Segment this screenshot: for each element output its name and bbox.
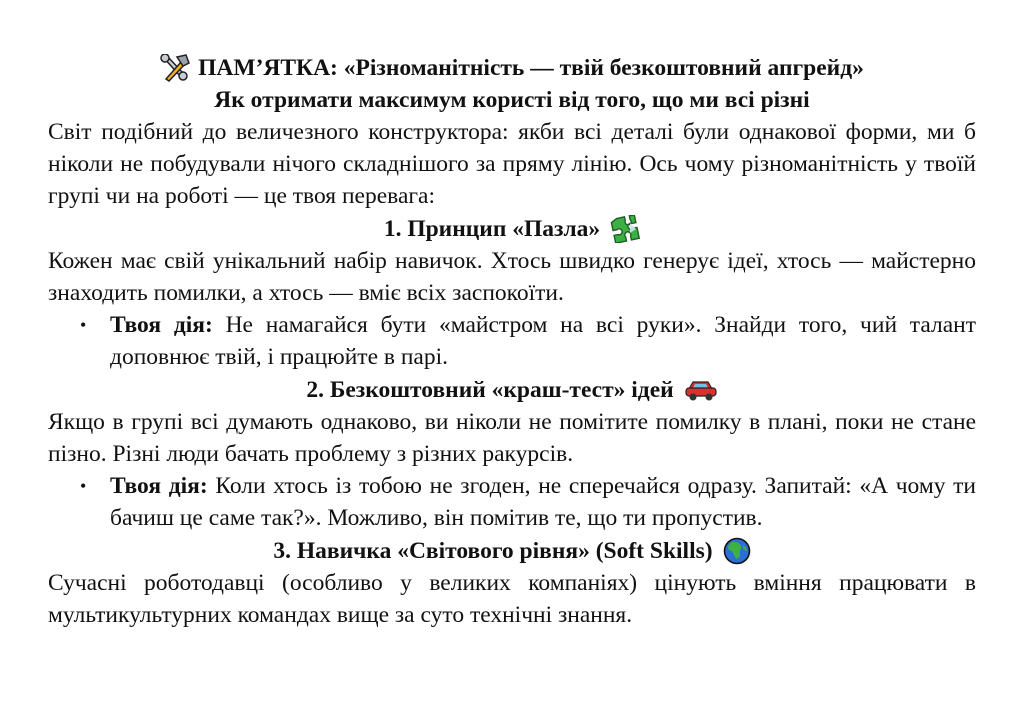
action-label: Твоя дія: (110, 473, 208, 499)
action-item (80, 470, 976, 534)
section-body: Сучасні роботодавці (особливо у великих компаніях) цінують вміння працювати в мультикультурних командах вище за суто технічні знання. (48, 570, 976, 628)
globe-icon (723, 537, 751, 565)
bullet: • (80, 476, 87, 496)
puzzle-piece-icon (610, 215, 640, 243)
section-puzzle-principle (48, 212, 976, 373)
section-heading-text: 1. Принцип «Пазла» (383, 215, 601, 242)
action-text: Коли хтось із тобою не згоден, не сперечайся одразу. Запитай: «А чому ти бачиш це саме так?». Можливо, він помітив те, що ти пропустив. (110, 473, 976, 531)
action-list (48, 470, 976, 534)
document-page (48, 52, 976, 631)
action-list (48, 309, 976, 373)
section-soft-skills (48, 534, 976, 631)
document-subtitle: Як отримати максимум користі від того, що ми всі різні (214, 87, 810, 113)
car-icon (684, 378, 718, 402)
section-heading (48, 373, 976, 406)
section-heading-text: 3. Навичка «Світового рівня» (Soft Skills) (273, 537, 713, 564)
section-heading-text: 2. Безкоштовний «краш-тест» ідей (306, 376, 674, 403)
section-body: Кожен має свій унікальний набір навичок. Хтось швидко генерує ідеї, хтось — майстерно знаходить помилки, а хтось — вміє всіх заспокоїти. (48, 248, 976, 306)
hammer-and-wrench-icon (160, 54, 190, 82)
bullet: • (80, 315, 87, 335)
section-body: Якщо в групі всі думають однаково, ви ніколи не помітите помилку в плані, поки не стане пізно. Різні люди бачать проблему з різних ракурсів. (48, 409, 976, 467)
action-label: Твоя дія: (110, 312, 213, 338)
intro-paragraph: Світ подібний до величезного конструктора: якби всі деталі були однакової форми, ми б ніколи не побудували нічого складнішого за пряму лінію. Ось чому різноманітність у твоїй групі чи на роботі — це твоя перевага: (48, 119, 976, 209)
section-heading (48, 212, 976, 245)
document-title-text: ПАМ’ЯТКА: «Різноманітність — твій безкоштовний апгрейд» (198, 55, 864, 81)
action-item (80, 309, 976, 373)
section-heading (48, 534, 976, 567)
document-title (48, 52, 976, 84)
action-text: Не намагайся бути «майстром на всі руки». Знайди того, чий талант доповнює твій, і працюйте в парі. (110, 312, 976, 370)
section-crash-test (48, 373, 976, 534)
